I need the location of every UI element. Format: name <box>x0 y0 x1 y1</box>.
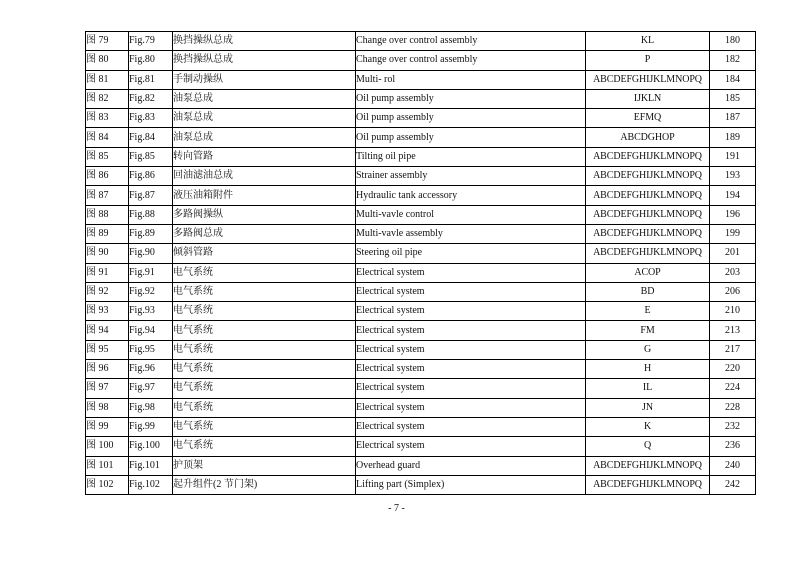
part-name-en: Oil pump assembly <box>356 128 586 147</box>
table-row <box>86 263 756 282</box>
table-row <box>86 379 756 398</box>
part-name-en: Electrical system <box>356 321 586 340</box>
page-ref: 191 <box>710 147 756 166</box>
page-ref: 210 <box>710 302 756 321</box>
part-name-en: Electrical system <box>356 437 586 456</box>
figure-number-cn: 图 91 <box>86 263 129 282</box>
model-codes: ABCDEFGHIJKLMNOPQ <box>586 147 710 166</box>
figure-number-cn: 图 93 <box>86 302 129 321</box>
figure-number-cn: 图 90 <box>86 244 129 263</box>
figure-number-cn: 图 87 <box>86 186 129 205</box>
table-row <box>86 398 756 417</box>
figure-number-en: Fig.100 <box>129 437 173 456</box>
table-row <box>86 186 756 205</box>
page-ref: 189 <box>710 128 756 147</box>
part-name-en: Electrical system <box>356 340 586 359</box>
page-ref: 201 <box>710 244 756 263</box>
figure-number-en: Fig.94 <box>129 321 173 340</box>
part-name-cn: 液压油箱附件 <box>173 186 356 205</box>
model-codes: E <box>586 302 710 321</box>
table-row <box>86 340 756 359</box>
model-codes: ABCDEFGHIJKLMNOPQ <box>586 186 710 205</box>
part-name-cn: 电气系统 <box>173 379 356 398</box>
figure-number-cn: 图 89 <box>86 224 129 243</box>
table-body <box>86 32 756 495</box>
table-row <box>86 128 756 147</box>
part-name-en: Oil pump assembly <box>356 109 586 128</box>
page-ref: 184 <box>710 70 756 89</box>
figure-number-en: Fig.79 <box>129 32 173 51</box>
model-codes: H <box>586 360 710 379</box>
table-row <box>86 282 756 301</box>
table-row <box>86 109 756 128</box>
figure-number-en: Fig.98 <box>129 398 173 417</box>
figure-number-en: Fig.101 <box>129 456 173 475</box>
part-name-cn: 电气系统 <box>173 282 356 301</box>
model-codes: IL <box>586 379 710 398</box>
model-codes: ABCDEFGHIJKLMNOPQ <box>586 244 710 263</box>
part-name-cn: 起升组件(2 节门架) <box>173 475 356 494</box>
part-name-en: Lifting part (Simplex) <box>356 475 586 494</box>
part-name-cn: 电气系统 <box>173 321 356 340</box>
figure-number-en: Fig.80 <box>129 51 173 70</box>
model-codes: EFMQ <box>586 109 710 128</box>
figure-number-en: Fig.87 <box>129 186 173 205</box>
model-codes: ABCDEFGHIJKLMNOPQ <box>586 224 710 243</box>
part-name-cn: 多路阀总成 <box>173 224 356 243</box>
model-codes: ABCDEFGHIJKLMNOPQ <box>586 167 710 186</box>
part-name-cn: 换挡操纵总成 <box>173 32 356 51</box>
part-name-cn: 电气系统 <box>173 360 356 379</box>
model-codes: ABCDGHOP <box>586 128 710 147</box>
page-ref: 203 <box>710 263 756 282</box>
table-row <box>86 70 756 89</box>
figure-number-en: Fig.88 <box>129 205 173 224</box>
page-ref: 220 <box>710 360 756 379</box>
page-ref: 206 <box>710 282 756 301</box>
model-codes: JN <box>586 398 710 417</box>
page-ref: 242 <box>710 475 756 494</box>
model-codes: FM <box>586 321 710 340</box>
page-ref: 199 <box>710 224 756 243</box>
figure-number-cn: 图 85 <box>86 147 129 166</box>
model-codes: G <box>586 340 710 359</box>
page-ref: 185 <box>710 89 756 108</box>
figure-number-en: Fig.81 <box>129 70 173 89</box>
figure-number-en: Fig.82 <box>129 89 173 108</box>
part-name-en: Multi-vavle assembly <box>356 224 586 243</box>
part-name-cn: 换挡操纵总成 <box>173 51 356 70</box>
figure-number-cn: 图 102 <box>86 475 129 494</box>
figure-number-cn: 图 88 <box>86 205 129 224</box>
figure-number-en: Fig.97 <box>129 379 173 398</box>
figure-number-cn: 图 79 <box>86 32 129 51</box>
table-row <box>86 32 756 51</box>
figure-number-en: Fig.83 <box>129 109 173 128</box>
part-name-cn: 护顶架 <box>173 456 356 475</box>
model-codes: Q <box>586 437 710 456</box>
figure-number-cn: 图 86 <box>86 167 129 186</box>
model-codes: IJKLN <box>586 89 710 108</box>
part-name-en: Steering oil pipe <box>356 244 586 263</box>
figure-number-cn: 图 96 <box>86 360 129 379</box>
page-number: - 7 - <box>388 503 405 514</box>
page-ref: 236 <box>710 437 756 456</box>
part-name-cn: 转向管路 <box>173 147 356 166</box>
figure-index-table <box>85 31 756 495</box>
figure-number-cn: 图 81 <box>86 70 129 89</box>
figure-number-cn: 图 92 <box>86 282 129 301</box>
figure-number-en: Fig.95 <box>129 340 173 359</box>
part-name-en: Multi-vavle control <box>356 205 586 224</box>
part-name-en: Change over control assembly <box>356 51 586 70</box>
page-ref: 228 <box>710 398 756 417</box>
table-row <box>86 302 756 321</box>
part-name-en: Overhead guard <box>356 456 586 475</box>
figure-number-cn: 图 101 <box>86 456 129 475</box>
page-ref: 182 <box>710 51 756 70</box>
figure-number-cn: 图 100 <box>86 437 129 456</box>
model-codes: P <box>586 51 710 70</box>
part-name-cn: 电气系统 <box>173 340 356 359</box>
table-row <box>86 167 756 186</box>
table-row <box>86 475 756 494</box>
figure-number-en: Fig.84 <box>129 128 173 147</box>
part-name-cn: 倾斜管路 <box>173 244 356 263</box>
figure-number-en: Fig.85 <box>129 147 173 166</box>
figure-number-cn: 图 83 <box>86 109 129 128</box>
part-name-en: Electrical system <box>356 302 586 321</box>
part-name-en: Electrical system <box>356 417 586 436</box>
figure-number-en: Fig.93 <box>129 302 173 321</box>
part-name-en: Tilting oil pipe <box>356 147 586 166</box>
model-codes: BD <box>586 282 710 301</box>
table-row <box>86 244 756 263</box>
figure-number-cn: 图 94 <box>86 321 129 340</box>
figure-number-cn: 图 99 <box>86 417 129 436</box>
page-ref: 194 <box>710 186 756 205</box>
page-ref: 193 <box>710 167 756 186</box>
part-name-cn: 油泵总成 <box>173 109 356 128</box>
part-name-cn: 电气系统 <box>173 302 356 321</box>
page-ref: 217 <box>710 340 756 359</box>
part-name-cn: 电气系统 <box>173 398 356 417</box>
page-ref: 180 <box>710 32 756 51</box>
figure-number-en: Fig.89 <box>129 224 173 243</box>
page-ref: 224 <box>710 379 756 398</box>
model-codes: ABCDEFGHIJKLMNOPQ <box>586 456 710 475</box>
part-name-cn: 手制动操纵 <box>173 70 356 89</box>
page-ref: 196 <box>710 205 756 224</box>
model-codes: KL <box>586 32 710 51</box>
table-row <box>86 321 756 340</box>
model-codes: ABCDEFGHIJKLMNOPQ <box>586 475 710 494</box>
table-row <box>86 51 756 70</box>
model-codes: ACOP <box>586 263 710 282</box>
part-name-en: Oil pump assembly <box>356 89 586 108</box>
part-name-cn: 油泵总成 <box>173 128 356 147</box>
page-ref: 187 <box>710 109 756 128</box>
part-name-cn: 多路阀操纵 <box>173 205 356 224</box>
part-name-en: Electrical system <box>356 263 586 282</box>
figure-number-cn: 图 95 <box>86 340 129 359</box>
model-codes: ABCDEFGHIJKLMNOPQ <box>586 205 710 224</box>
part-name-en: Hydraulic tank accessory <box>356 186 586 205</box>
model-codes: K <box>586 417 710 436</box>
figure-number-en: Fig.96 <box>129 360 173 379</box>
table-row <box>86 417 756 436</box>
page-ref: 240 <box>710 456 756 475</box>
part-name-en: Electrical system <box>356 360 586 379</box>
figure-number-en: Fig.99 <box>129 417 173 436</box>
table-row <box>86 456 756 475</box>
figure-number-en: Fig.86 <box>129 167 173 186</box>
model-codes: ABCDEFGHIJKLMNOPQ <box>586 70 710 89</box>
figure-number-cn: 图 84 <box>86 128 129 147</box>
page-ref: 232 <box>710 417 756 436</box>
part-name-en: Electrical system <box>356 379 586 398</box>
part-name-en: Strainer assembly <box>356 167 586 186</box>
figure-number-cn: 图 80 <box>86 51 129 70</box>
part-name-en: Multi- rol <box>356 70 586 89</box>
part-name-en: Electrical system <box>356 398 586 417</box>
table-row <box>86 224 756 243</box>
part-name-cn: 电气系统 <box>173 263 356 282</box>
part-name-cn: 油泵总成 <box>173 89 356 108</box>
figure-number-cn: 图 98 <box>86 398 129 417</box>
figure-number-cn: 图 82 <box>86 89 129 108</box>
table-row <box>86 89 756 108</box>
figure-number-en: Fig.102 <box>129 475 173 494</box>
part-name-cn: 回油滤油总成 <box>173 167 356 186</box>
part-name-cn: 电气系统 <box>173 417 356 436</box>
table-row <box>86 147 756 166</box>
figure-number-en: Fig.91 <box>129 263 173 282</box>
page-ref: 213 <box>710 321 756 340</box>
part-name-en: Electrical system <box>356 282 586 301</box>
figure-number-en: Fig.90 <box>129 244 173 263</box>
part-name-en: Change over control assembly <box>356 32 586 51</box>
table-row <box>86 205 756 224</box>
table-row <box>86 437 756 456</box>
figure-number-en: Fig.92 <box>129 282 173 301</box>
part-name-cn: 电气系统 <box>173 437 356 456</box>
table-row <box>86 360 756 379</box>
figure-number-cn: 图 97 <box>86 379 129 398</box>
